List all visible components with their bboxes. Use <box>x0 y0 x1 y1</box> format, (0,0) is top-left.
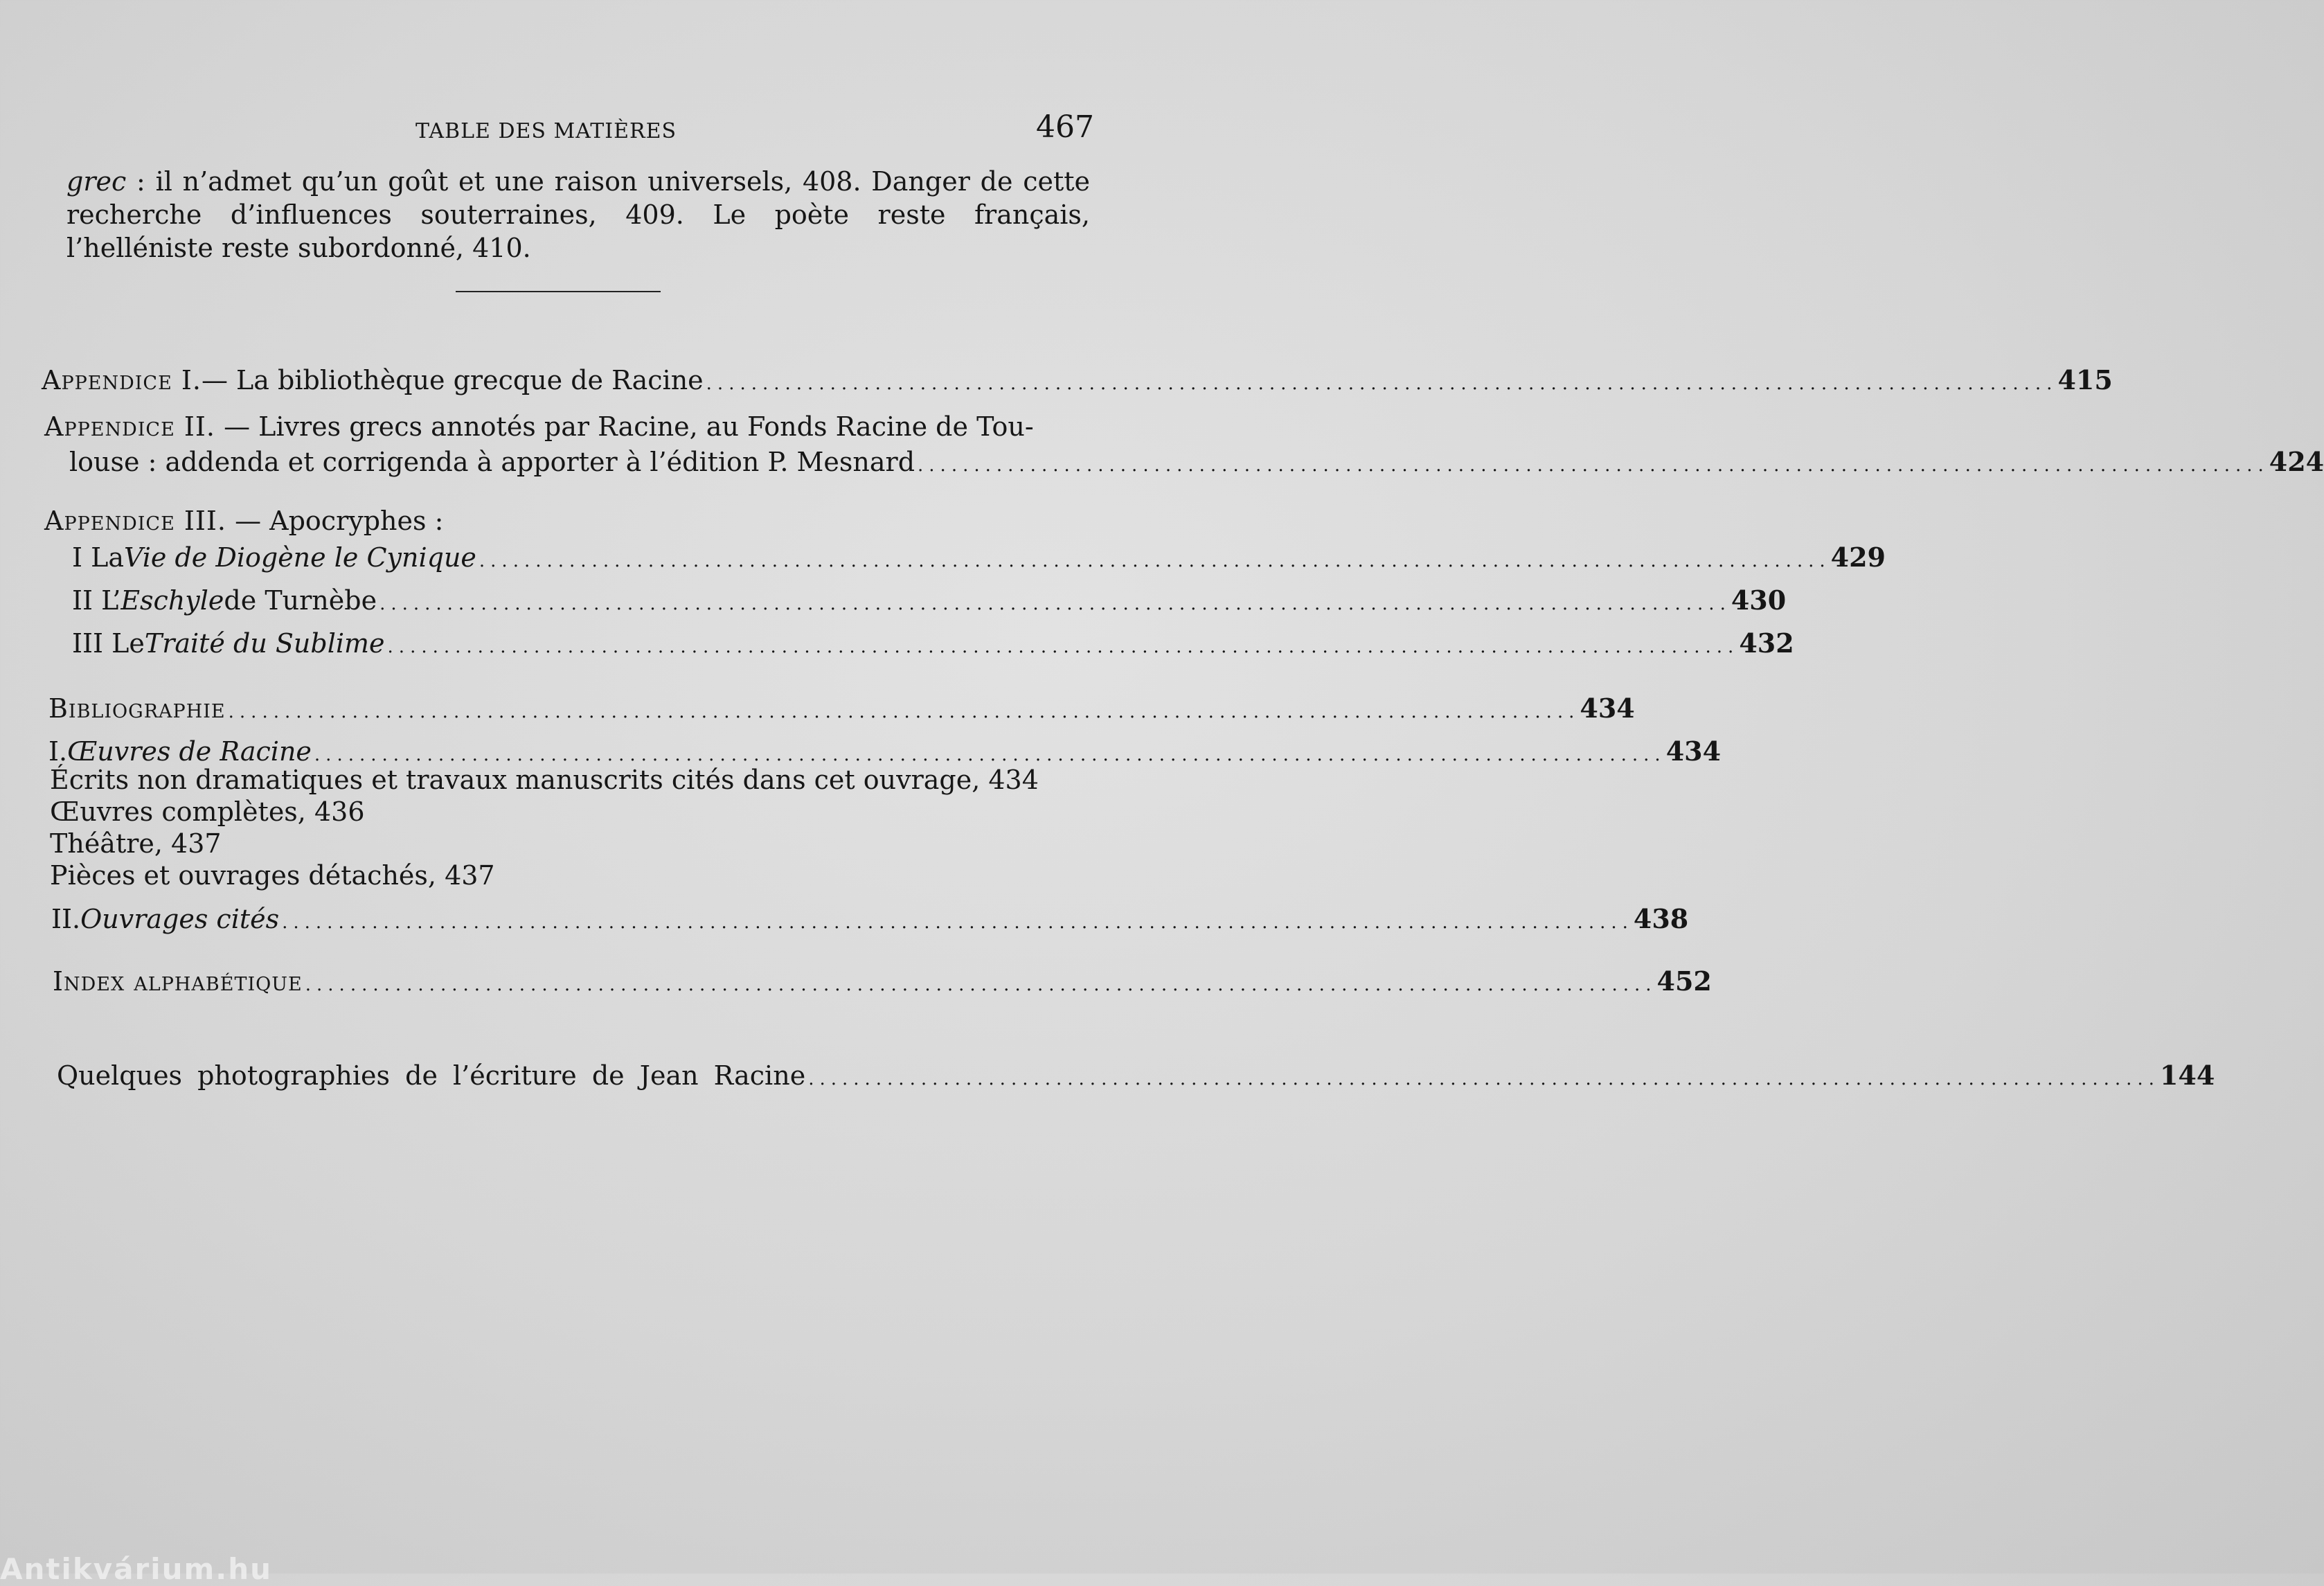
toc-photographies <box>57 1060 2215 1091</box>
intro-italic-word: grec <box>66 166 127 197</box>
oeuvres-page: 434 <box>1665 736 1722 767</box>
leader-dots: ........................................................................................................................ <box>479 551 1831 571</box>
appendice-2-title-line2: louse : addenda et corrigenda à apporter à l’édition P. Mesnard <box>69 447 915 477</box>
toc-appendice-2-line1 <box>44 411 1034 442</box>
oeuvres-line-4: Pièces et ouvrages détachés, 437 <box>50 860 495 891</box>
toc-bibliographie <box>48 693 1635 724</box>
index-label: Index alphabétique <box>53 966 303 997</box>
toc-appendice-3-heading <box>44 506 443 536</box>
appendice-3-label: Appendice III. <box>44 506 226 536</box>
appendice-1-page: 415 <box>2057 364 2113 395</box>
page-number: 467 <box>1036 109 1094 145</box>
toc-oeuvres-de-racine <box>48 736 1722 767</box>
leader-dots: ........................................................................................................................ <box>918 455 2269 476</box>
leader-dots: ........................................................................................................................ <box>808 1069 2160 1089</box>
photographies-page: 144 <box>2159 1060 2215 1091</box>
ouvrages-italic: Ouvrages cités <box>80 904 280 934</box>
appendice-2-label: Appendice II. <box>44 411 215 442</box>
apocryphe-1-page: 429 <box>1830 542 1886 573</box>
toc-index <box>53 965 1712 997</box>
toc-apocryphe-3 <box>72 627 1794 659</box>
oeuvres-line-3: Théâtre, 437 <box>50 828 222 859</box>
watermark: Antikvárium.hu <box>0 1552 273 1586</box>
toc-appendice-1 <box>42 364 2113 395</box>
leader-dots: ........................................................................................................................ <box>282 912 1634 933</box>
apocryphe-3-italic: Traité du Sublime <box>144 628 385 659</box>
toc-ouvrages-cites <box>51 903 1689 934</box>
apocryphe-1-prefix: I La <box>72 542 124 573</box>
apocryphe-2-prefix: II L’ <box>72 585 121 616</box>
appendice-3-title: — Apocryphes : <box>226 506 444 536</box>
oeuvres-prefix: I. <box>48 736 68 767</box>
intro-paragraph <box>66 165 1090 265</box>
toc-appendice-2-line2 <box>69 446 2324 477</box>
bibliographie-label: Bibliographie <box>48 693 226 724</box>
leader-dots: ........................................................................................................................ <box>379 594 1731 614</box>
apocryphe-3-page: 432 <box>1739 627 1794 659</box>
bibliographie-page: 434 <box>1580 693 1635 724</box>
leader-dots: ........................................................................................................................ <box>314 745 1666 765</box>
oeuvres-line-2: Œuvres complètes, 436 <box>50 796 365 827</box>
photographies-label: Quelques photographies de l’écriture de Jean Racine <box>57 1060 806 1091</box>
apocryphe-1-italic: Vie de Diogène le Cynique <box>123 542 476 573</box>
appendice-2-page: 424 <box>2269 446 2324 477</box>
oeuvres-line-1: Écrits non dramatiques et travaux manuscrits cités dans cet ouvrage, 434 <box>50 765 1039 795</box>
appendice-1-label: Appendice I. <box>42 365 202 395</box>
oeuvres-italic: Œuvres de Racine <box>67 736 312 767</box>
apocryphe-3-prefix: III Le <box>72 628 145 659</box>
ouvrages-page: 438 <box>1633 903 1689 934</box>
toc-apocryphe-1 <box>72 542 1886 573</box>
leader-dots: ........................................................................................................................ <box>305 974 1657 995</box>
leader-dots: ........................................................................................................................ <box>706 373 2058 394</box>
section-divider <box>456 291 661 292</box>
intro-text: : il n’admet qu’un goût et une raison universels, 408. Danger de cette recherche d’influences souterraines, 409. Le poète reste français, l’helléniste reste subordonné, 410. <box>66 166 1090 263</box>
appendice-2-title-line1: — Livres grecs annotés par Racine, au Fonds Racine de Tou- <box>215 411 1034 442</box>
ouvrages-prefix: II. <box>51 904 81 934</box>
toc-apocryphe-2 <box>72 585 1787 616</box>
running-title: TABLE DES MATIÈRES <box>415 119 677 143</box>
apocryphe-2-suffix: de Turnèbe <box>224 585 377 616</box>
appendice-1-title: — La bibliothèque grecque de Racine <box>201 365 704 395</box>
leader-dots: ........................................................................................................................ <box>387 636 1740 657</box>
apocryphe-2-page: 430 <box>1731 585 1787 616</box>
leader-dots: ........................................................................................................................ <box>228 702 1580 722</box>
index-page: 452 <box>1656 965 1712 997</box>
apocryphe-2-italic: Eschyle <box>120 585 224 616</box>
